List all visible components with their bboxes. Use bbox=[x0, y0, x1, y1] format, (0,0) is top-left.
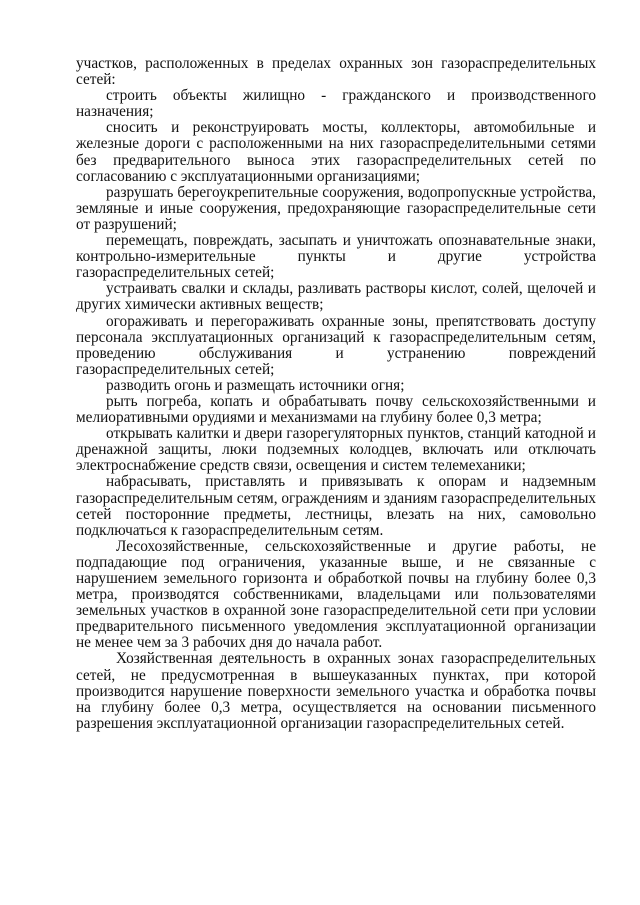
paragraph-continuation: участков, расположенных в пределах охранных зон газораспределительных сетей: bbox=[76, 55, 596, 89]
list-item-move-signs: перемещать, повреждать, засыпать и уничтожать опознавательные знаки, контрольно-измерительные пункты и другие устройства газораспределительных сетей; bbox=[76, 232, 596, 282]
list-item-doors: открывать калитки и двери газорегуляторных пунктов, станций катодной и дренажной защиты, люки подземных колодцев, включать или отключать электроснабжение средств связи, освещения и систем телемеханики; bbox=[76, 425, 596, 475]
paragraph-forestry-works: Лесохозяйственные, сельскохозяйственные и другие работы, не подпадающие под ограничения, указанные выше, и не связанные с нарушением земельного горизонта и обработкой почвы на глубину более 0,3 метра, производятся собственниками, владельцами или пользователями земельных участков в охранной зоне газораспределительной сети при условии предварительного письменного уведомления эксплуатационной организации не менее чем за 3 рабочих дня до начала работ. bbox=[76, 537, 596, 652]
list-item-build: строить объекты жилищно - гражданского и производственного назначения; bbox=[76, 87, 596, 121]
paragraph-economic-activity: Хозяйственная деятельность в охранных зонах газораспределительных сетей, не предусмотренная в вышеуказанных пунктах, при которой производится нарушение поверхности земельного участка и обработка почвы на глубину более 0,3 метра, осуществляется на основании письменного разрешения эксплуатационной организации газораспределительных сетей. bbox=[76, 650, 596, 732]
list-item-digging: рыть погреба, копать и обрабатывать почву сельскохозяйственными и мелиоративными орудиями и механизмами на глубину более 0,3 метра; bbox=[76, 392, 596, 427]
list-item-fencing: огораживать и перегораживать охранные зоны, препятствовать доступу персонала эксплуатационных организаций к газораспределительным сетям, проведению обслуживания и устранению повреждений газораспределительных сетей; bbox=[76, 312, 596, 378]
list-item-demolish: сносить и реконструировать мосты, коллекторы, автомобильные и железные дороги с расположенными на них газораспределительными сетями без предварительного выноса этих газораспределительных сетей по согласованию с эксплуатационными организациями; bbox=[76, 119, 596, 185]
list-item-fire: разводить огонь и размещать источники огня; bbox=[106, 376, 405, 394]
list-item-objects: набрасывать, приставлять и привязывать к опорам и надземным газораспределительным сетям, ограждениям и зданиям газораспределительных сетей посторонние предметы, лестницы, влезать на них, самовольно подключаться к газораспределительным сетям. bbox=[76, 473, 596, 539]
list-item-destroy-structures: разрушать берегоукрепительные сооружения, водопропускные устройства, земляные и иные сооружения, предохраняющие газораспределительные сети от разрушений; bbox=[76, 183, 596, 233]
list-item-dumps: устраивать свалки и склады, разливать растворы кислот, солей, щелочей и других химически активных веществ; bbox=[76, 280, 596, 314]
document-body bbox=[76, 56, 596, 732]
